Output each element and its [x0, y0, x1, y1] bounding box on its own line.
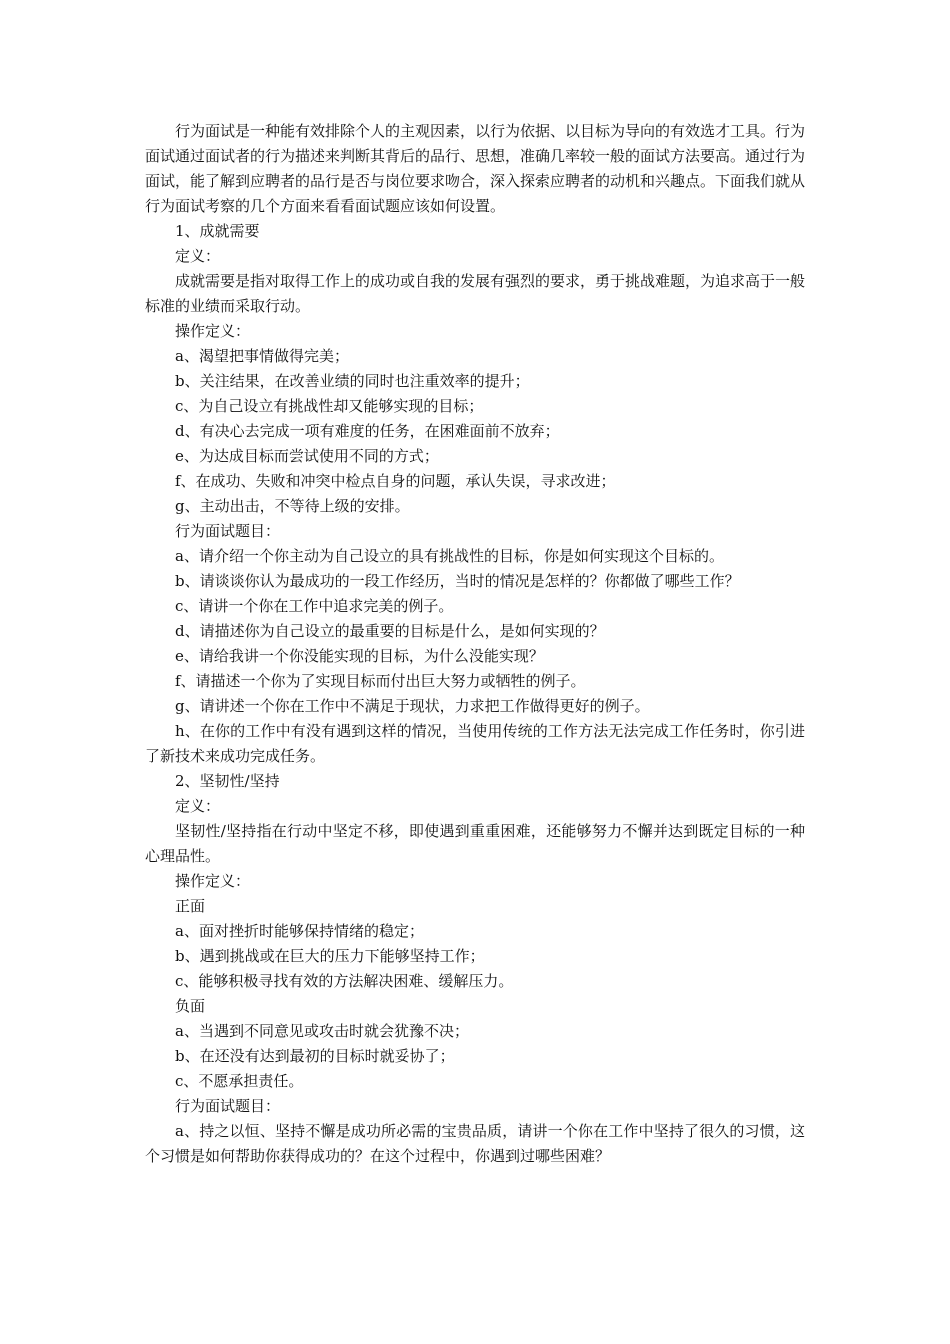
- list-item: g、请讲述一个你在工作中不满足于现状，力求把工作做得更好的例子。: [175, 697, 650, 715]
- list-item: a、持之以恒、坚持不懈是成功所必需的宝贵品质，请讲一个你在工作中坚持了很久的习惯，这个习惯是如何帮助你获得成功的？在这个过程中，你遇到过哪些困难？: [145, 1122, 805, 1165]
- definition-label: 定义：: [175, 247, 221, 265]
- list-item: g、主动出击，不等待上级的安排。: [175, 497, 410, 515]
- list-item: b、请谈谈你认为最成功的一段工作经历，当时的情况是怎样的？你都做了哪些工作？: [175, 572, 740, 590]
- list-item: b、遇到挑战或在巨大的压力下能够坚持工作；: [175, 947, 485, 965]
- list-item: d、有决心去完成一项有难度的任务，在困难面前不放弃；: [175, 422, 560, 440]
- list-item: f、在成功、失败和冲突中检点自身的问题，承认失误，寻求改进；: [175, 472, 616, 490]
- list-item: a、面对挫折时能够保持情绪的稳定；: [175, 922, 424, 940]
- list-item: b、在还没有达到最初的目标时就妥协了；: [175, 1047, 455, 1065]
- list-item: c、为自己设立有挑战性却又能够实现的目标；: [175, 397, 484, 415]
- list-item: h、在你的工作中有没有遇到这样的情况，当使用传统的工作方法无法完成工作任务时，你引进了新技术来成功完成任务。: [145, 722, 805, 765]
- questions-label: 行为面试题目：: [175, 522, 281, 540]
- list-item: e、为达成目标而尝试使用不同的方式；: [175, 447, 439, 465]
- section-heading-achievement: 1、成就需要: [175, 222, 260, 240]
- operational-definition-label: 操作定义：: [175, 322, 251, 340]
- negative-label: 负面: [175, 997, 206, 1015]
- definition-label: 定义：: [175, 797, 221, 815]
- list-item: b、关注结果，在改善业绩的同时也注重效率的提升；: [175, 372, 530, 390]
- list-item: a、请介绍一个你主动为自己设立的具有挑战性的目标，你是如何实现这个目标的。: [175, 547, 724, 565]
- list-item: c、不愿承担责任。: [175, 1072, 304, 1090]
- list-item: d、请描述你为自己设立的最重要的目标是什么，是如何实现的？: [175, 622, 605, 640]
- operational-definition-label: 操作定义：: [175, 872, 251, 890]
- document-body: [145, 119, 805, 1169]
- list-item: a、渴望把事情做得完美；: [175, 347, 349, 365]
- list-item: c、能够积极寻找有效的方法解决困难、缓解压力。: [175, 972, 514, 990]
- list-item: c、请讲一个你在工作中追求完美的例子。: [175, 597, 454, 615]
- list-item: f、请描述一个你为了实现目标而付出巨大努力或牺牲的例子。: [175, 672, 586, 690]
- section-heading-persistence: 2、坚韧性/坚持: [175, 772, 280, 790]
- list-item: e、请给我讲一个你没能实现的目标，为什么没能实现？: [175, 647, 544, 665]
- positive-label: 正面: [175, 897, 206, 915]
- definition-text: 成就需要是指对取得工作上的成功或自我的发展有强烈的要求，勇于挑战难题，为追求高于一般标准的业绩而采取行动。: [145, 272, 806, 315]
- definition-text: 坚韧性/坚持指在行动中坚定不移，即使遇到重重困难，还能够努力不懈并达到既定目标的一种心理品性。: [145, 822, 805, 865]
- list-item: a、当遇到不同意见或攻击时就会犹豫不决；: [175, 1022, 469, 1040]
- intro-paragraph: 行为面试是一种能有效排除个人的主观因素，以行为依据、以目标为导向的有效选才工具。行为面试通过面试者的行为描述来判断其背后的品行、思想，准确几率较一般的面试方法要高。通过行为面试，能了解到应聘者的品行是否与岗位要求吻合，深入探索应聘者的动机和兴趣点。下面我们就从行为面试考察的几个方面来看看面试题应该如何设置。: [145, 122, 806, 215]
- questions-label: 行为面试题目：: [175, 1097, 281, 1115]
